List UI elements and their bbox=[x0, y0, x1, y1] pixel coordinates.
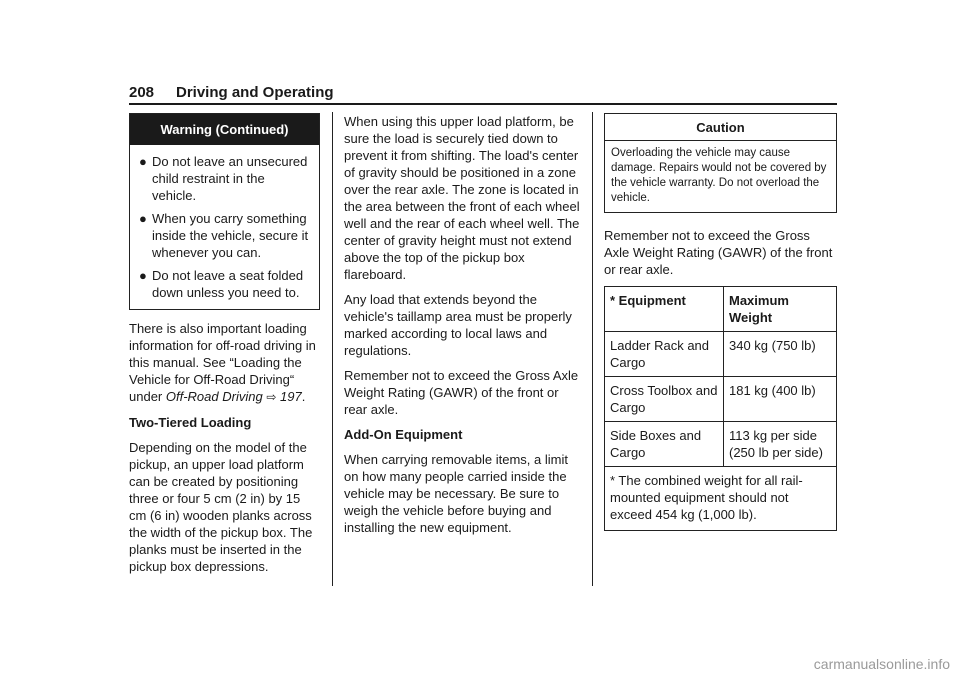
column-divider-1 bbox=[332, 112, 333, 586]
warning-bullet-text: When you carry something inside the vehicle, secure it whenever you can. bbox=[152, 211, 309, 260]
table-cell: Side Boxes and Cargo bbox=[605, 422, 724, 467]
warning-box bbox=[129, 113, 320, 310]
warning-title: Warning (Continued) bbox=[130, 114, 319, 145]
gawr-paragraph-2: Remember not to exceed the Gross Axle Weight Rating (GAWR) of the front or rear axle. bbox=[604, 228, 833, 277]
warning-bullet bbox=[138, 153, 311, 204]
two-tiered-paragraph: Depending on the model of the pickup, an upper load platform can be created by positioning three or four 5 cm (2 in) by 15 cm (6 in) wooden planks across the width of the pickup box. The planks must be inserted in the pickup box depressions. bbox=[129, 440, 313, 574]
table-cell: Cross Toolbox and Cargo bbox=[605, 377, 724, 422]
warning-bullet bbox=[138, 210, 311, 261]
offroad-paragraph bbox=[129, 320, 320, 406]
warning-bullet bbox=[138, 267, 311, 301]
xref-arrow-icon: ⇨ bbox=[266, 390, 277, 404]
column-divider-2 bbox=[592, 112, 593, 586]
table-footnote-row bbox=[605, 467, 837, 531]
table-footnote: * The combined weight for all rail-mounted equipment should not exceed 454 kg (1,000 lb). bbox=[605, 467, 837, 531]
table-cell: Ladder Rack and Cargo bbox=[605, 332, 724, 377]
table-header: Maximum Weight bbox=[724, 287, 837, 332]
caution-body: Overloading the vehicle may cause damage. Repairs would not be covered by the vehicle warranty. Do not overload the vehicle. bbox=[611, 147, 827, 204]
header-rule bbox=[129, 103, 837, 105]
warning-bullet-text: Do not leave a seat folded down unless you need to. bbox=[152, 268, 304, 300]
column-3 bbox=[604, 113, 837, 531]
equipment-table bbox=[604, 286, 837, 531]
table-header: * Equipment bbox=[605, 287, 724, 332]
taillamp-paragraph: Any load that extends beyond the vehicle's taillamp area must be properly marked according to local laws and regulations. bbox=[344, 292, 572, 358]
table-cell: 113 kg per side (250 lb per side) bbox=[724, 422, 837, 467]
two-tiered-heading: Two-Tiered Loading bbox=[129, 415, 252, 430]
offroad-paragraph-end: . bbox=[301, 389, 306, 404]
table-row bbox=[605, 377, 837, 422]
warning-bullets bbox=[130, 145, 319, 309]
table-row bbox=[605, 332, 837, 377]
watermark: carmanualsonline.info bbox=[813, 656, 950, 672]
bullet-icon: ● bbox=[139, 154, 147, 169]
add-on-heading: Add-On Equipment bbox=[344, 427, 463, 442]
table-cell: 340 kg (750 lb) bbox=[724, 332, 837, 377]
table-cell: 181 kg (400 lb) bbox=[724, 377, 837, 422]
table-row bbox=[605, 422, 837, 467]
add-on-paragraph: When carrying removable items, a limit on how many people carried inside the vehicle may be necessary. Be sure to weigh the vehicle before buying and installing the new equipment. bbox=[344, 452, 568, 535]
warning-bullet-text: Do not leave an unsecured child restraint in the vehicle. bbox=[152, 154, 308, 203]
caution-box bbox=[604, 113, 837, 213]
offroad-page-ref[interactable]: 197 bbox=[280, 389, 302, 404]
bullet-icon: ● bbox=[139, 268, 147, 283]
page-number: 208 bbox=[129, 84, 155, 101]
page-header bbox=[129, 82, 837, 104]
gawr-paragraph: Remember not to exceed the Gross Axle Weight Rating (GAWR) of the front or rear axle. bbox=[344, 368, 579, 417]
table-header-row bbox=[605, 287, 837, 332]
section-title: Driving and Operating bbox=[176, 84, 334, 101]
platform-paragraph: When using this upper load platform, be sure the load is securely tied down to prevent it from shifting. The load's center of gravity should be positioned in a zone over the rear axle. The zone is located in the area between the front of each wheel well and the rear of each wheel well. The center of gravity height must not extend above the top of the pickup box flareboard. bbox=[344, 114, 580, 282]
offroad-paragraph-text: There is also important loading information for off-road driving in this manual. See “Loading the Vehicle for Off-Road Driving“ under bbox=[129, 321, 316, 404]
caution-title: Caution bbox=[605, 114, 836, 141]
offroad-link[interactable]: Off-Road Driving bbox=[165, 389, 263, 404]
column-2 bbox=[344, 113, 580, 544]
column-1 bbox=[129, 113, 320, 583]
bullet-icon: ● bbox=[139, 211, 147, 226]
